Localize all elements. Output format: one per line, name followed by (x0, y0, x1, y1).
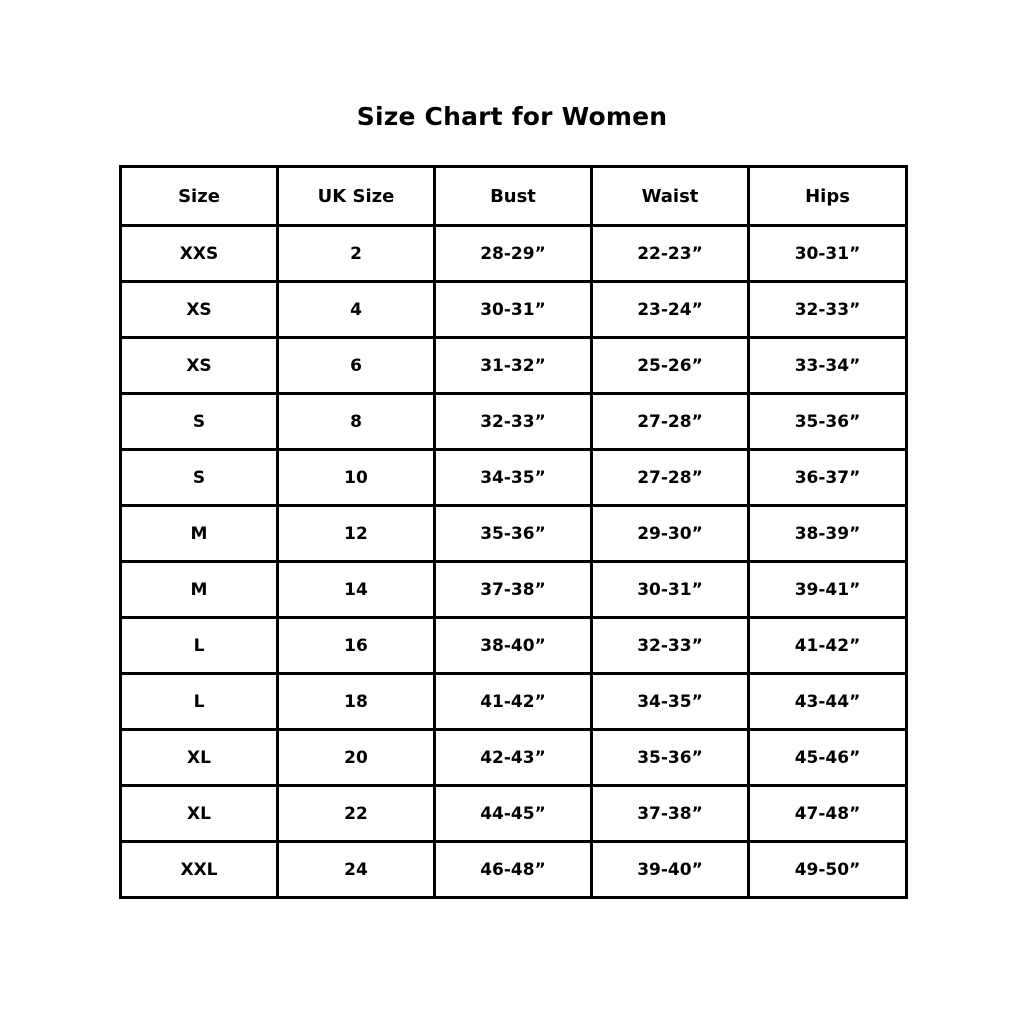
cell-bust: 31-32” (435, 338, 592, 394)
cell-size: M (121, 506, 278, 562)
column-header-uk-size: UK Size (278, 167, 435, 226)
cell-waist: 27-28” (592, 394, 749, 450)
cell-bust: 41-42” (435, 674, 592, 730)
cell-hips: 47-48” (749, 786, 907, 842)
table-row (121, 842, 907, 898)
cell-bust: 44-45” (435, 786, 592, 842)
table-row (121, 226, 907, 282)
column-header-hips: Hips (749, 167, 907, 226)
cell-size: L (121, 618, 278, 674)
cell-uk-size: 20 (278, 730, 435, 786)
cell-hips: 36-37” (749, 450, 907, 506)
cell-size: XL (121, 730, 278, 786)
cell-size: M (121, 562, 278, 618)
table-row (121, 730, 907, 786)
cell-bust: 34-35” (435, 450, 592, 506)
cell-bust: 42-43” (435, 730, 592, 786)
cell-waist: 22-23” (592, 226, 749, 282)
table-row (121, 394, 907, 450)
table-row (121, 618, 907, 674)
cell-hips: 45-46” (749, 730, 907, 786)
cell-bust: 46-48” (435, 842, 592, 898)
cell-bust: 35-36” (435, 506, 592, 562)
cell-waist: 25-26” (592, 338, 749, 394)
table-row (121, 786, 907, 842)
cell-uk-size: 18 (278, 674, 435, 730)
cell-hips: 43-44” (749, 674, 907, 730)
cell-waist: 29-30” (592, 506, 749, 562)
table-row (121, 562, 907, 618)
cell-waist: 23-24” (592, 282, 749, 338)
table-row (121, 338, 907, 394)
cell-waist: 39-40” (592, 842, 749, 898)
table-row (121, 450, 907, 506)
size-chart-table-container (119, 165, 905, 899)
cell-size: S (121, 394, 278, 450)
cell-uk-size: 2 (278, 226, 435, 282)
cell-bust: 37-38” (435, 562, 592, 618)
page-title: Size Chart for Women (356, 102, 668, 131)
cell-waist: 37-38” (592, 786, 749, 842)
cell-waist: 30-31” (592, 562, 749, 618)
size-chart-table (119, 165, 908, 899)
cell-size: S (121, 450, 278, 506)
cell-size: XXS (121, 226, 278, 282)
cell-uk-size: 22 (278, 786, 435, 842)
cell-uk-size: 10 (278, 450, 435, 506)
table-row (121, 506, 907, 562)
cell-hips: 49-50” (749, 842, 907, 898)
cell-hips: 33-34” (749, 338, 907, 394)
table-row (121, 674, 907, 730)
cell-size: XS (121, 338, 278, 394)
cell-hips: 32-33” (749, 282, 907, 338)
cell-waist: 34-35” (592, 674, 749, 730)
cell-bust: 38-40” (435, 618, 592, 674)
cell-waist: 32-33” (592, 618, 749, 674)
cell-waist: 35-36” (592, 730, 749, 786)
cell-uk-size: 24 (278, 842, 435, 898)
cell-size: L (121, 674, 278, 730)
cell-hips: 30-31” (749, 226, 907, 282)
cell-bust: 28-29” (435, 226, 592, 282)
column-header-bust: Bust (435, 167, 592, 226)
cell-hips: 38-39” (749, 506, 907, 562)
cell-uk-size: 8 (278, 394, 435, 450)
cell-uk-size: 6 (278, 338, 435, 394)
cell-waist: 27-28” (592, 450, 749, 506)
cell-hips: 35-36” (749, 394, 907, 450)
table-row (121, 282, 907, 338)
table-header-row (121, 167, 907, 226)
cell-bust: 32-33” (435, 394, 592, 450)
cell-size: XL (121, 786, 278, 842)
cell-hips: 41-42” (749, 618, 907, 674)
cell-uk-size: 14 (278, 562, 435, 618)
cell-uk-size: 4 (278, 282, 435, 338)
cell-bust: 30-31” (435, 282, 592, 338)
column-header-waist: Waist (592, 167, 749, 226)
column-header-size: Size (121, 167, 278, 226)
cell-size: XXL (121, 842, 278, 898)
cell-size: XS (121, 282, 278, 338)
cell-uk-size: 12 (278, 506, 435, 562)
cell-uk-size: 16 (278, 618, 435, 674)
cell-hips: 39-41” (749, 562, 907, 618)
